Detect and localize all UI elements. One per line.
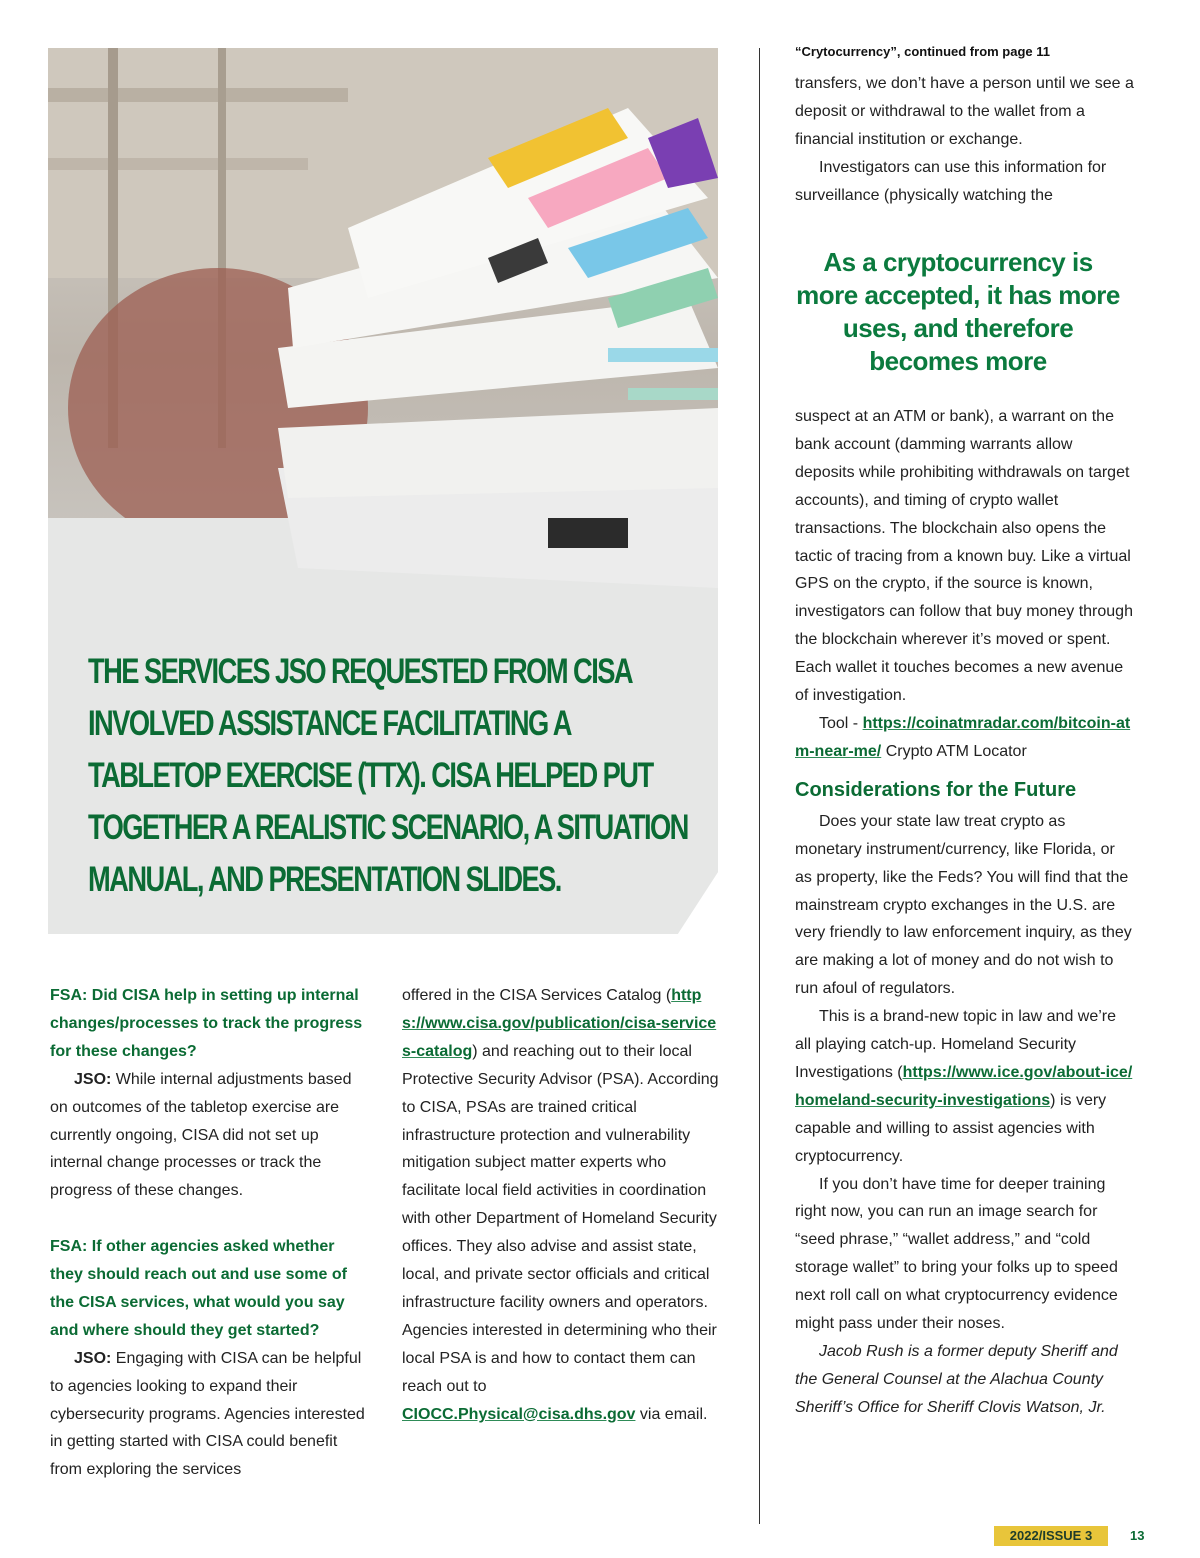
page-number: 13 [1130, 1528, 1145, 1543]
author-bio: Jacob Rush is a former deputy Sheriff and the General Counsel at the Alachua County Sheriff’s Office for Sheriff Clovis Watson, Jr. [795, 1343, 1118, 1416]
crypto-pull-quote: As a cryptocurrency is more accepted, it has more uses, and therefore becomes more [796, 247, 1120, 376]
coinatmradar-link[interactable]: https://coinatmradar.com/bitcoin-atm-near-me/ [795, 714, 1131, 760]
column-1 [50, 982, 370, 1484]
paragraph-suspect: suspect at an ATM or bank), a warrant on the bank account (damming warrants allow deposits while prohibiting withdrawals on target accounts), and timing of crypto wallet transactions. The blockchain also opens the tactic of tracing from a known buy. Like a virtual GPS on the crypto, if the source is known, investigators can follow that buy money through the blockchain wherever it’s moved or spent. Each wallet it touches becomes a new avenue of investigation. [795, 408, 1133, 705]
column-3-body [795, 403, 1135, 1422]
paragraph-state-law: Does your state law treat crypto as monetary instrument/currency, like Florida, or as property, like the Feds? You will find that the mainstream crypto exchanges in the U.S. are very friendly to law enforcement inquiry, as they are making a lot of money and do not wish to run afoul of regulators. [795, 812, 1132, 998]
considerations-heading: Considerations for the Future [795, 778, 1077, 801]
paragraph-training: If you don’t have time for deeper training right now, you can run an image search for “seed phrase,” “wallet address,” and “cold storage wallet” to bring your folks up to speed next roll call on what cryptocurrency evidence might pass under their noses. [795, 1175, 1118, 1333]
paragraph-investigators: Investigators can use this information for surveillance (physically watching the [795, 158, 1107, 204]
ciocc-email-link[interactable]: CIOCC.Physical@cisa.dhs.gov [402, 1405, 636, 1423]
column-2-text: offered in the CISA Services Catalog (https://www.cisa.gov/publication/cisa-services-catalog) and reaching out to their local Protective Security Advisor (PSA). According to CISA, PSAs are trained critical infrastructure protection and vulnerability mitigation subject matter experts who facilitate local field activities in coordination with other Department of Homeland Security offices. They also advise and assist state, local, and private sector officials and critical infrastructure facility owners and operators. Agencies interested in determining who their local PSA is and how to contact them can reach out to CIOCC.Physical@cisa.dhs.gov via email. [402, 987, 719, 1423]
cisa-services-catalog-link[interactable]: https://www.cisa.gov/publication/cisa-services-catalog [402, 987, 717, 1060]
paragraph-transfers: transfers, we don’t have a person until we see a deposit or withdrawal to the wallet from a financial institution or exchange. [795, 75, 1134, 148]
column-2 [402, 982, 720, 1429]
column-3-top [795, 70, 1135, 210]
photo-pull-quote: THE SERVICES JSO REQUESTED FROM CISA INVOLVED ASSISTANCE FACILITATING A TABLETOP EXERCISE (TTX). CISA HELPED PUT TOGETHER A REALISTIC SCENARIO, A SITUATION MANUAL, AND PRESENTATION SLIDES. [88, 652, 688, 899]
question-2: FSA: If other agencies asked whether they should reach out and use some of the CISA services, what would you say and where should they get started? [50, 1238, 347, 1339]
tool-line: Tool - https://coinatmradar.com/bitcoin-atm-near-me/ Crypto ATM Locator [795, 714, 1131, 760]
answer-2: JSO: Engaging with CISA can be helpful to agencies looking to expand their cybersecurity programs. Agencies interested in getting started with CISA could benefit from exploring the services [50, 1349, 365, 1479]
continued-label: “Crytocurrency”, continued from page 11 [795, 44, 1051, 59]
paragraph-hsi: This is a brand-new topic in law and we’re all playing catch-up. Homeland Security Investigations (https://www.ice.gov/about-ice/homeland-security-investigations) is very capable and willing to assist agencies with cryptocurrency. [795, 1008, 1133, 1165]
question-1: FSA: Did CISA help in setting up internal changes/processes to track the progress for these changes? [50, 987, 363, 1060]
answer-1: JSO: While internal adjustments based on outcomes of the tabletop exercise are currently ongoing, CISA did not set up internal change processes or track the progress of these changes. [50, 1070, 352, 1200]
column-divider [759, 48, 760, 1524]
hsi-link[interactable]: https://www.ice.gov/about-ice/homeland-security-investigations [795, 1063, 1133, 1109]
issue-badge: 2022/ISSUE 3 [994, 1526, 1108, 1546]
